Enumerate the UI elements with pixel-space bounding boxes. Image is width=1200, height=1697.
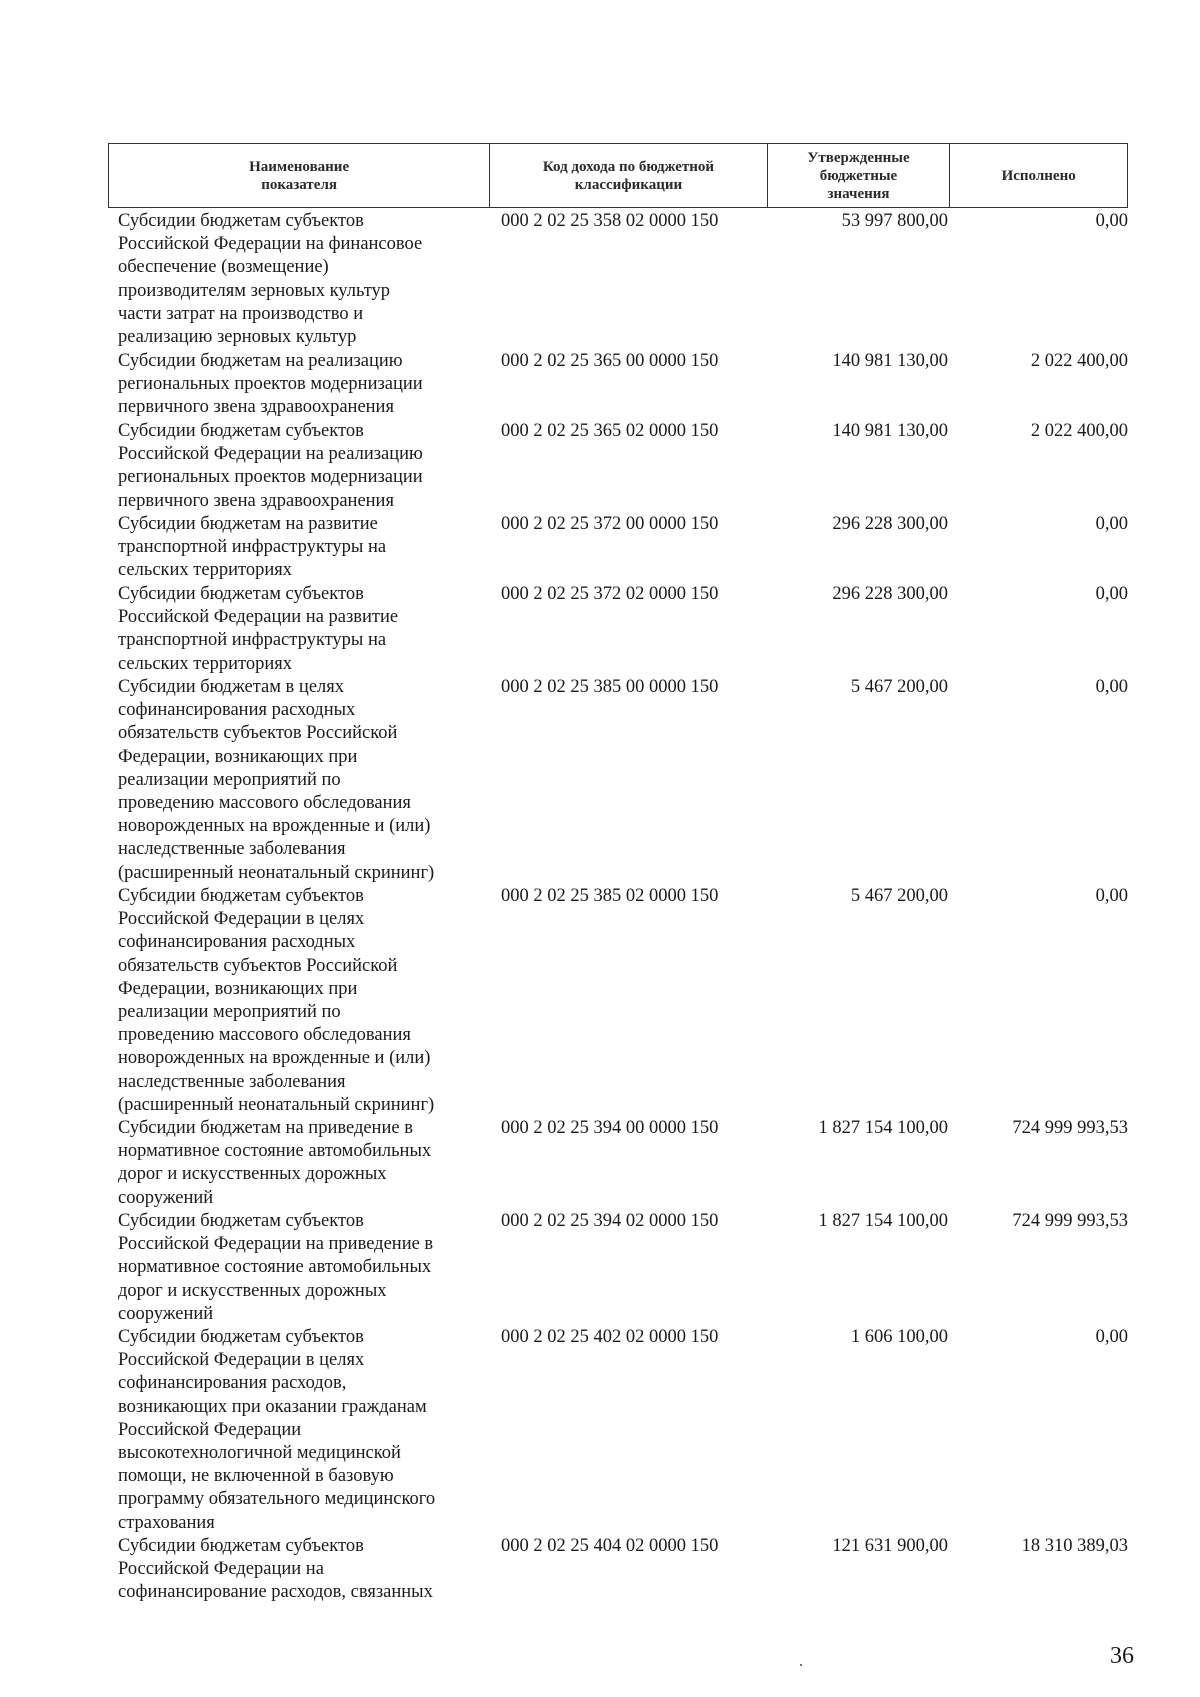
- header-indicator-name: Наименование показателя: [109, 144, 490, 207]
- row-name: Субсидии бюджетам на развитие транспортной инфраструктуры на сельских территориях: [118, 514, 387, 581]
- row-code: 000 2 02 25 372 02 0000 150: [501, 584, 719, 604]
- row-code: 000 2 02 25 394 02 0000 150: [501, 1211, 719, 1231]
- row-approved: 296 228 300,00: [832, 514, 948, 534]
- row-code: 000 2 02 25 372 00 0000 150: [501, 514, 719, 534]
- row-name: Субсидии бюджетам субъектов Российской Федерации на реализацию региональных проектов модернизации первичного звена здравоохранения: [118, 421, 423, 511]
- row-code: 000 2 02 25 404 02 0000 150: [501, 1536, 719, 1556]
- header-approved-values: Утвержденные бюджетные значения: [768, 144, 951, 207]
- row-approved: 5 467 200,00: [850, 886, 948, 906]
- page-number: 36: [1110, 1643, 1134, 1669]
- row-code: 000 2 02 25 402 02 0000 150: [501, 1327, 719, 1347]
- row-executed: 0,00: [1095, 514, 1128, 534]
- row-executed: 0,00: [1095, 584, 1128, 604]
- row-code: 000 2 02 25 385 00 0000 150: [501, 677, 719, 697]
- row-approved: 53 997 800,00: [841, 211, 948, 231]
- row-approved: 1 827 154 100,00: [818, 1211, 948, 1231]
- row-code: 000 2 02 25 365 02 0000 150: [501, 421, 719, 441]
- row-code: 000 2 02 25 358 02 0000 150: [501, 211, 719, 231]
- row-executed: 0,00: [1095, 886, 1128, 906]
- row-name: Субсидии бюджетам субъектов Российской Федерации на приведение в нормативное состояние автомобильных дорог и искусственных дорожных сооружений: [118, 1211, 434, 1324]
- row-approved: 121 631 900,00: [832, 1536, 948, 1556]
- row-code: 000 2 02 25 394 00 0000 150: [501, 1118, 719, 1138]
- row-name: Субсидии бюджетам субъектов Российской Федерации на развитие транспортной инфраструктуры на сельских территориях: [118, 584, 399, 674]
- row-executed: 2 022 400,00: [1030, 351, 1128, 371]
- row-approved: 296 228 300,00: [832, 584, 948, 604]
- row-name: Субсидии бюджетам на приведение в нормативное состояние автомобильных дорог и искусственных дорожных сооружений: [118, 1118, 432, 1208]
- row-code: 000 2 02 25 385 02 0000 150: [501, 886, 719, 906]
- row-executed: 724 999 993,53: [1012, 1211, 1128, 1231]
- row-name: Субсидии бюджетам на реализацию региональных проектов модернизации первичного звена здравоохранения: [118, 351, 423, 418]
- row-name: Субсидии бюджетам в целях софинансирования расходных обязательств субъектов Российской Федерации, возникающих при реализации мероприятий по проведению массового обследования новорожденных на врожденные и (или) наследственные заболевания (расширенный неонатальный скрининг): [118, 677, 435, 883]
- header-income-code: Код дохода по бюджетной классификации: [490, 144, 767, 207]
- row-executed: 0,00: [1095, 211, 1128, 231]
- header-executed: Исполнено: [1001, 167, 1076, 184]
- row-name: Субсидии бюджетам субъектов Российской Федерации в целях софинансирования расходных обязательств субъектов Российской Федерации, возникающих при реализации мероприятий по проведению массового обследования новорожденных на врожденные и (или) наследственные заболевания (расширенный неонатальный скрининг): [118, 886, 435, 1115]
- table-header: [108, 143, 1128, 208]
- row-approved: 5 467 200,00: [850, 677, 948, 697]
- row-approved: 140 981 130,00: [832, 351, 948, 371]
- row-code: 000 2 02 25 365 00 0000 150: [501, 351, 719, 371]
- row-name: Субсидии бюджетам субъектов Российской Федерации в целях софинансирования расходов, возникающих при оказании гражданам Российской Федерации высокотехнологичной медицинской помощи, не включенной в базовую программу обязательного медицинского страхования: [118, 1327, 436, 1533]
- row-name: Субсидии бюджетам субъектов Российской Федерации на финансовое обеспечение (возмещение) производителям зерновых культур части затрат на производство и реализацию зерновых культур: [118, 211, 423, 348]
- row-name: Субсидии бюджетам субъектов Российской Федерации на софинансирование расходов, связанных: [118, 1536, 433, 1603]
- row-executed: 2 022 400,00: [1030, 421, 1128, 441]
- row-executed: 0,00: [1095, 1327, 1128, 1347]
- row-executed: 18 310 389,03: [1021, 1536, 1128, 1556]
- row-approved: 1 606 100,00: [850, 1327, 948, 1347]
- row-executed: 724 999 993,53: [1012, 1118, 1128, 1138]
- scan-speck: [800, 1664, 802, 1666]
- row-approved: 1 827 154 100,00: [818, 1118, 948, 1138]
- row-approved: 140 981 130,00: [832, 421, 948, 441]
- row-executed: 0,00: [1095, 677, 1128, 697]
